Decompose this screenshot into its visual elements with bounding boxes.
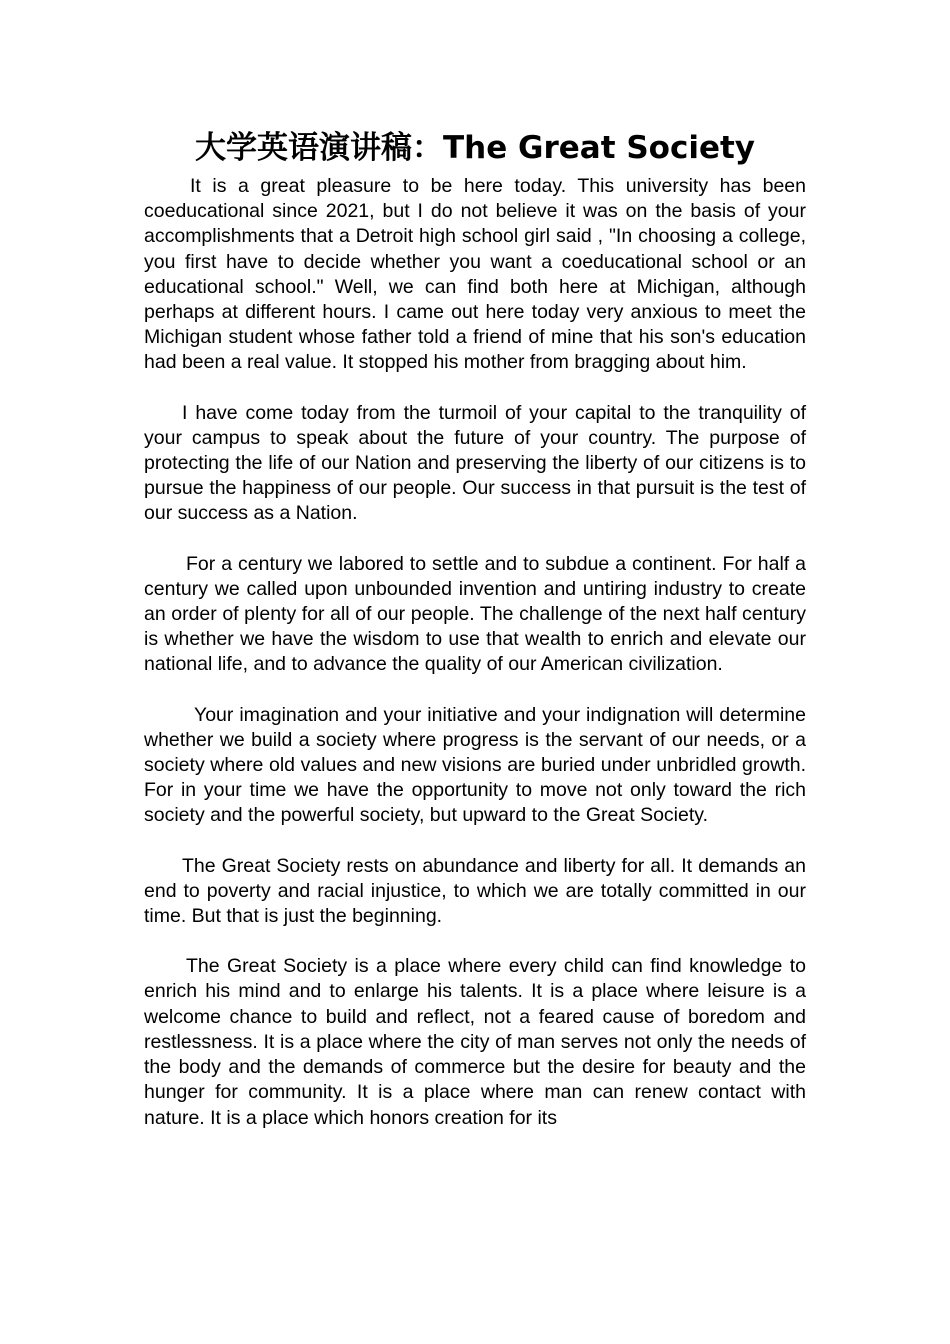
paragraph-2: I have come today from the turmoil of your capital to the tranquility of your campus to speak about the future of your country. The purpose of protecting the life of our Nation and preserving the liberty of our citizens is to pursue the happiness of our people. Our success in that pursuit is the test of our success as a Nation. <box>144 401 806 525</box>
paragraph-4: Your imagination and your initiative and your indignation will determine whether we build a society where progress is the servant of our needs, or a society where old values and new visions are buried under unbridled growth. For in your time we have the opportunity to move not only toward the rich society and the powerful society, but upward to the Great Society. <box>144 703 806 827</box>
paragraph-5: The Great Society rests on abundance and liberty for all. It demands an end to poverty and racial injustice, to which we are totally committed in our time. But that is just the beginning. <box>144 854 806 928</box>
paragraph-6: The Great Society is a place where every child can find knowledge to enrich his mind and to enlarge his talents. It is a place where leisure is a welcome chance to build and reflect, not a feared cause of boredom and restlessness. It is a place where the city of man serves not only the needs of the body and the demands of commerce but the desire for beauty and the hunger for community. It is a place where man can renew contact with nature. It is a place which honors creation for its <box>144 955 806 1129</box>
page-title: 大学英语演讲稿：The Great Society <box>195 130 755 166</box>
paragraph-3: For a century we labored to settle and to subdue a continent. For half a century we called upon unbounded invention and untiring industry to create an order of plenty for all of our people. The challenge of the next half century is whether we have the wisdom to use that wealth to enrich and elevate our national life, and to advance the quality of our American civilization. <box>144 552 806 676</box>
paragraph-1: It is a great pleasure to be here today. This university has been coeducational since 2021, but I do not believe it was on the basis of your accomplishments that a Detroit high school girl said , "In choosing a college, you first have to decide whether you want a coeducational school or an educational school." Well, we can find both here at Michigan, although perhaps at different hours. I came out here today very anxious to meet the Michigan student whose father told a friend of mine that his son's education had been a real value. It stopped his mother from bragging about him. <box>144 175 806 374</box>
speech-body <box>144 174 806 1156</box>
